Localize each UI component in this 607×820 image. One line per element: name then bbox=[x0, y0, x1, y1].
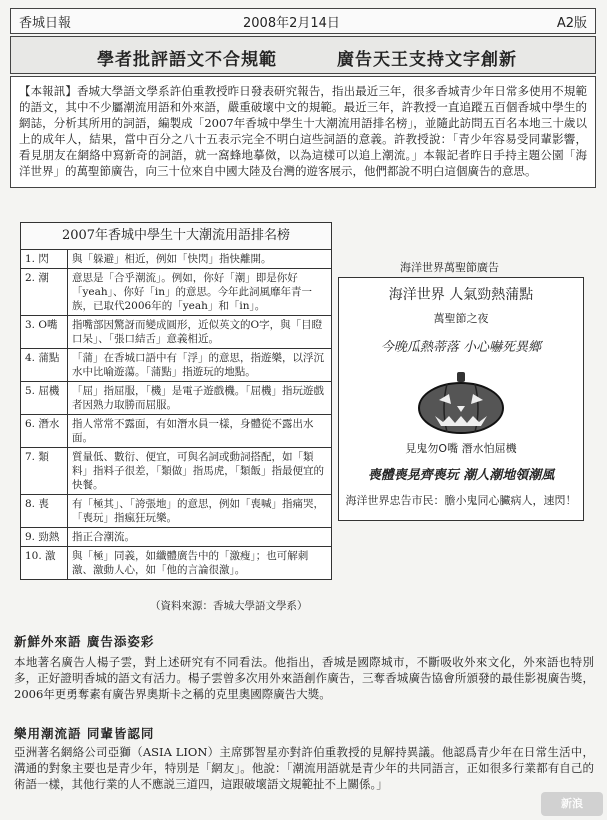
term-cell: 7. 類 bbox=[21, 448, 68, 495]
ad-line-1: 海洋世界 人氣勁熱蒲點 bbox=[388, 287, 534, 303]
ad-line-5: 喪體喪晃齊喪玩 潮人潮地領潮風 bbox=[367, 468, 555, 483]
ranking-table-box bbox=[20, 222, 332, 580]
table-row bbox=[21, 250, 332, 269]
term-cell: 6. 潛水 bbox=[21, 415, 68, 448]
lead-article bbox=[10, 76, 596, 188]
masthead bbox=[10, 8, 596, 34]
ad-line-6: 海洋世界忠告市民：膽小鬼同心臟病人，速閃！ bbox=[345, 494, 577, 507]
term-cell: 9. 勁熱 bbox=[21, 528, 68, 547]
article3-title: 樂用潮流語 同輩皆認同 bbox=[14, 726, 155, 741]
table-row bbox=[21, 269, 332, 316]
term-cell: 10. 激 bbox=[21, 547, 68, 580]
watermark-logo: 新浪 bbox=[541, 792, 603, 816]
headline-right: 廣告天王支持文字創新 bbox=[337, 50, 517, 70]
meaning-cell: 有「極其」、「誇張地」的意思，例如「喪喊」指痛哭，「喪玩」指瘋狂玩樂。 bbox=[68, 495, 332, 528]
meaning-cell: 指人常常不露面，有如潛水員一樣，身體從不露出水面。 bbox=[68, 415, 332, 448]
term-cell: 5. 屈機 bbox=[21, 382, 68, 415]
ad-caption: 海洋世界萬聖節廣告 bbox=[400, 261, 499, 274]
table-source: （資料來源：香城大學語文學系） bbox=[150, 600, 308, 612]
table-row bbox=[21, 547, 332, 580]
article2-text: 本地著名廣告人楊子雲，對上述研究有不同看法。他指出，香城是國際城市，不斷吸收外來文化，外來語也特別多，正好證明香城的語文有活力。楊子雲曾多次用外來語創作廣告，三奪香城廣告協會所頒發的最佳影視廣告獎，2006年更勇奪素有廣告界奧斯卡之稱的克里奧國際廣告大獎。 bbox=[14, 655, 594, 701]
term-cell: 3. O嘴 bbox=[21, 316, 68, 349]
ad-line-3: 今晚瓜熱蒂落 小心嚇死異鄉 bbox=[380, 340, 542, 355]
page-number: A2版 bbox=[556, 16, 587, 31]
term-cell: 2. 潮 bbox=[21, 269, 68, 316]
term-cell: 8. 喪 bbox=[21, 495, 68, 528]
headline-bar bbox=[10, 36, 596, 74]
term-cell: 4. 蒲點 bbox=[21, 349, 68, 382]
table-row bbox=[21, 349, 332, 382]
ranking-table bbox=[20, 249, 332, 580]
article2-title: 新鮮外來語 廣告添姿彩 bbox=[14, 634, 155, 649]
table-row bbox=[21, 382, 332, 415]
table-row bbox=[21, 316, 332, 349]
paper-name: 香城日報 bbox=[19, 16, 72, 31]
meaning-cell: 意思是「合乎潮流」。例如，你好「潮」即是你好「yeah」、你好「in」的意思。今年此詞風靡年青一族，已取代2006年的「yeah」和「in」。 bbox=[68, 269, 332, 316]
meaning-cell: 與「躲避」相近，例如「快閃」指快離開。 bbox=[68, 250, 332, 269]
meaning-cell: 質量低、數衍、便宜，可與名詞或動詞搭配，如「類料」指料子很差，「類做」指馬虎，「類飯」指最便宜的快餐。 bbox=[68, 448, 332, 495]
table-row bbox=[21, 495, 332, 528]
lead-article-text: 【本報訊】香城大學語文學系許伯重教授昨日發表研究報告，指出最近三年，很多香城青少年日常多使用不規範的語文，其中不少屬潮流用語和外來語，嚴重破壞中文的規範。最近三年，許教授一直追蹤五百個香城中學生的網誌，分析其所用的詞語，編製成「2007年香城中學生十大潮流用語排名榜」，並隨此訪問五百名本地三十歲以上的成年人，結果，當中百分之八十五表示完全不明白這些詞語的意義。許教授說：「青少年容易受同輩影響，看見朋友在網絡中寫新奇的詞語，就一窩蜂地摹傚，以為這樣可以追上潮流。」本報記者昨日手持主題公園「海洋世界」的萬聖節廣告，向三十位來自中國大陸及台灣的遊客展示，他們都說不明白這個廣告的意思。 bbox=[19, 84, 587, 178]
meaning-cell: 「屈」指屈服，「機」是電子遊戲機。「屈機」指玩遊戲者因熟力取勝而屈服。 bbox=[68, 382, 332, 415]
meaning-cell: 指嘴部因驚訝而變成圓形，近似英文的O字，與「目瞪口呆」、「張口結舌」意義相近。 bbox=[68, 316, 332, 349]
ad-line-4: 見鬼勿O嘴 潛水怕屈機 bbox=[405, 442, 517, 455]
issue-date: 2008年2月14日 bbox=[243, 16, 340, 31]
meaning-cell: 與「極」同義，如纖體廣告中的「激瘦」；也可解刺激、激動人心，如「他的言論很激」。 bbox=[68, 547, 332, 580]
pumpkin-icon bbox=[417, 370, 505, 434]
halloween-ad bbox=[338, 277, 584, 521]
ad-line-2: 萬聖節之夜 bbox=[433, 312, 489, 325]
term-cell: 1. 閃 bbox=[21, 250, 68, 269]
ranking-table-title: 2007年香城中學生十大潮流用語排名榜 bbox=[20, 222, 332, 249]
meaning-cell: 指正合潮流。 bbox=[68, 528, 332, 547]
headline-left: 學者批評語文不合規範 bbox=[97, 50, 277, 70]
table-row bbox=[21, 448, 332, 495]
meaning-cell: 「蒲」在香城口語中有「浮」的意思，指遊樂，以浮沉水中比喻遊蕩。「蒲點」指遊玩的地點。 bbox=[68, 349, 332, 382]
article3-text: 亞洲著名網絡公司亞獅（ASIA LION）主席鄧智星亦對許伯重教授的見解持異議。他認爲青少年在日常生活中，溝通的對象主要也是青少年，特別是「網友」。他說：「潮流用語就是青少年的共同語言，正如很多行業都有自己的術語一樣，其他行業的人不應説三道四，這跟破壞語文規範扯不上關係。」 bbox=[14, 745, 594, 791]
table-row bbox=[21, 415, 332, 448]
table-row bbox=[21, 528, 332, 547]
